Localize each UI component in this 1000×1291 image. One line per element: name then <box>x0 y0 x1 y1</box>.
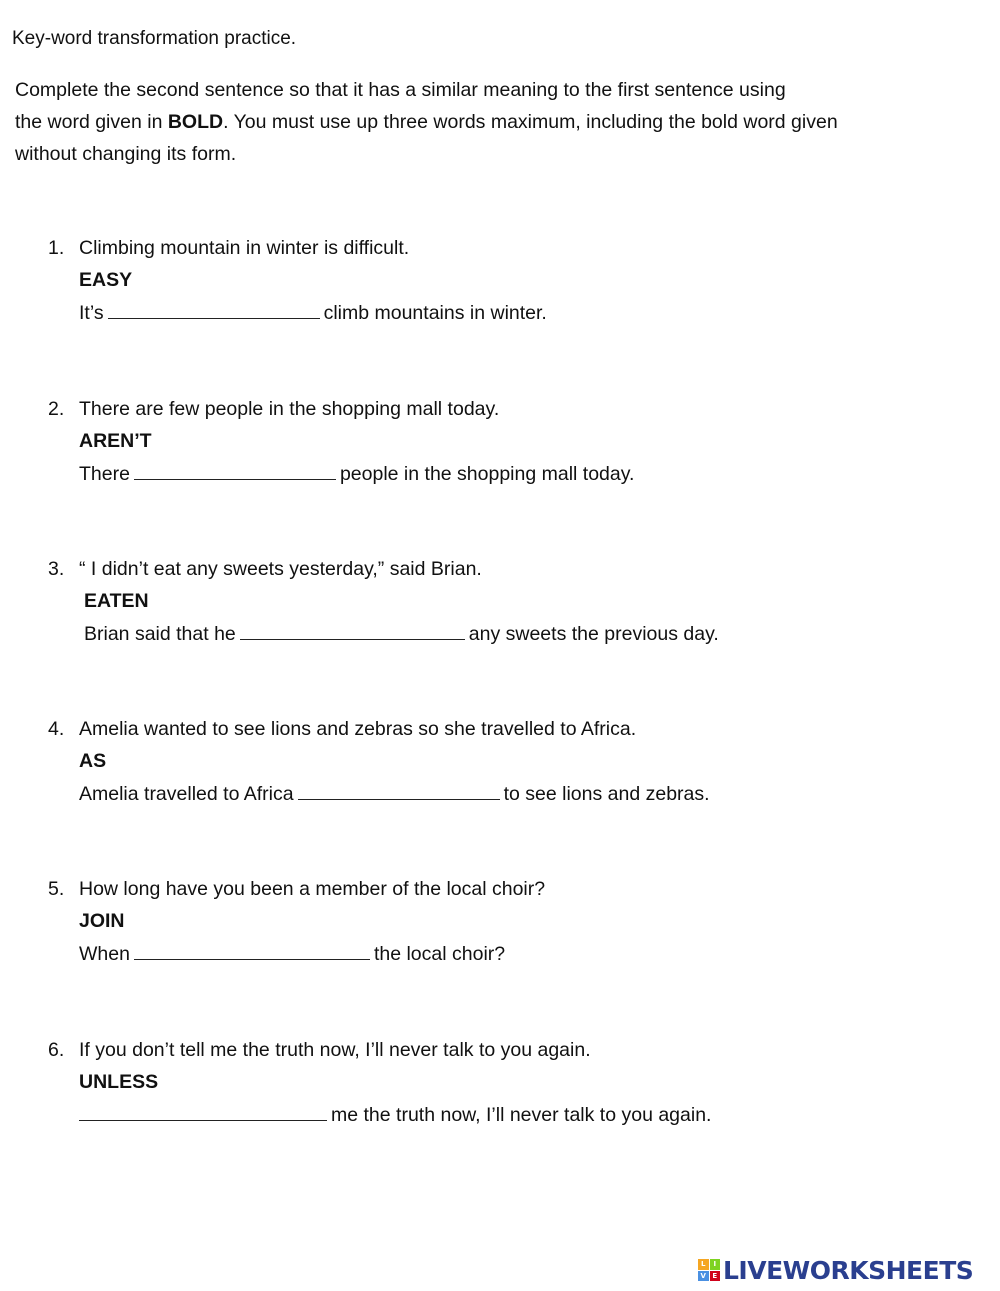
instructions-line-2 <box>15 106 975 138</box>
answer-before: Amelia travelled to Africa <box>79 783 294 805</box>
answer-after: people in the shopping mall today. <box>339 463 635 485</box>
item-keyword: AREN’T <box>79 430 152 452</box>
logo-letter-l: L <box>698 1259 709 1270</box>
item-sentence: There are few people in the shopping mall today. <box>79 398 500 420</box>
answer-after: the local choir? <box>373 943 506 965</box>
instructions <box>15 74 975 170</box>
item-answer-line <box>79 1102 711 1127</box>
item-answer-line <box>79 461 634 486</box>
answer-after: me the truth now, I’ll never talk to you again. <box>331 1104 712 1126</box>
item-answer-line <box>79 300 547 325</box>
item-keyword: EASY <box>79 269 133 291</box>
liveworksheets-brand <box>698 1254 973 1286</box>
item-number: 4. <box>48 718 65 740</box>
item-sentence: If you don’t tell me the truth now, I’ll never talk to you again. <box>79 1039 591 1061</box>
answer-blank-input[interactable] <box>79 1102 327 1121</box>
item-keyword: JOIN <box>79 910 125 932</box>
item-number: 2. <box>48 398 65 420</box>
answer-blank-input[interactable] <box>298 781 500 800</box>
item-number: 3. <box>48 558 65 580</box>
item-sentence: “ I didn’t eat any sweets yesterday,” said Brian. <box>79 558 482 580</box>
item-keyword: AS <box>79 750 107 772</box>
item-keyword: EATEN <box>84 590 149 612</box>
item-sentence: Climbing mountain in winter is difficult. <box>79 237 410 259</box>
answer-before: When <box>79 943 130 965</box>
answer-blank-input[interactable] <box>240 621 465 640</box>
answer-blank-input[interactable] <box>108 300 320 319</box>
item-number: 5. <box>48 878 65 900</box>
item-answer-line <box>84 621 719 646</box>
answer-after: to see lions and zebras. <box>503 783 710 805</box>
instructions-line-3: without changing its form. <box>15 143 237 165</box>
logo-letter-v: V <box>698 1271 709 1282</box>
answer-after: climb mountains in winter. <box>323 302 547 324</box>
item-number: 1. <box>48 237 65 259</box>
item-answer-line <box>79 781 710 806</box>
answer-before: There <box>79 463 130 485</box>
answer-blank-input[interactable] <box>134 941 370 960</box>
answer-blank-input[interactable] <box>134 461 336 480</box>
answer-after: any sweets the previous day. <box>468 623 719 645</box>
item-keyword: UNLESS <box>79 1071 159 1093</box>
logo-letter-e: E <box>710 1271 721 1282</box>
instructions-line-2-pre: the word given in <box>15 111 168 133</box>
item-answer-line <box>79 941 505 966</box>
logo-letter-i: I <box>710 1259 721 1270</box>
instructions-line-2-post: . You must use up three words maximum, including the bold word given <box>223 111 838 133</box>
liveworksheets-logo-icon <box>698 1259 720 1281</box>
brand-name: LIVEWORKSHEETS <box>723 1255 974 1285</box>
instructions-line-1: Complete the second sentence so that it has a similar meaning to the first sentence using <box>15 79 786 101</box>
answer-before: It’s <box>79 302 104 324</box>
worksheet-title: Key-word transformation practice. <box>12 28 297 49</box>
item-sentence: How long have you been a member of the local choir? <box>79 878 546 900</box>
item-number: 6. <box>48 1039 65 1061</box>
instructions-bold-word: BOLD <box>167 111 224 133</box>
item-sentence: Amelia wanted to see lions and zebras so she travelled to Africa. <box>79 718 637 740</box>
answer-before: Brian said that he <box>84 623 236 645</box>
